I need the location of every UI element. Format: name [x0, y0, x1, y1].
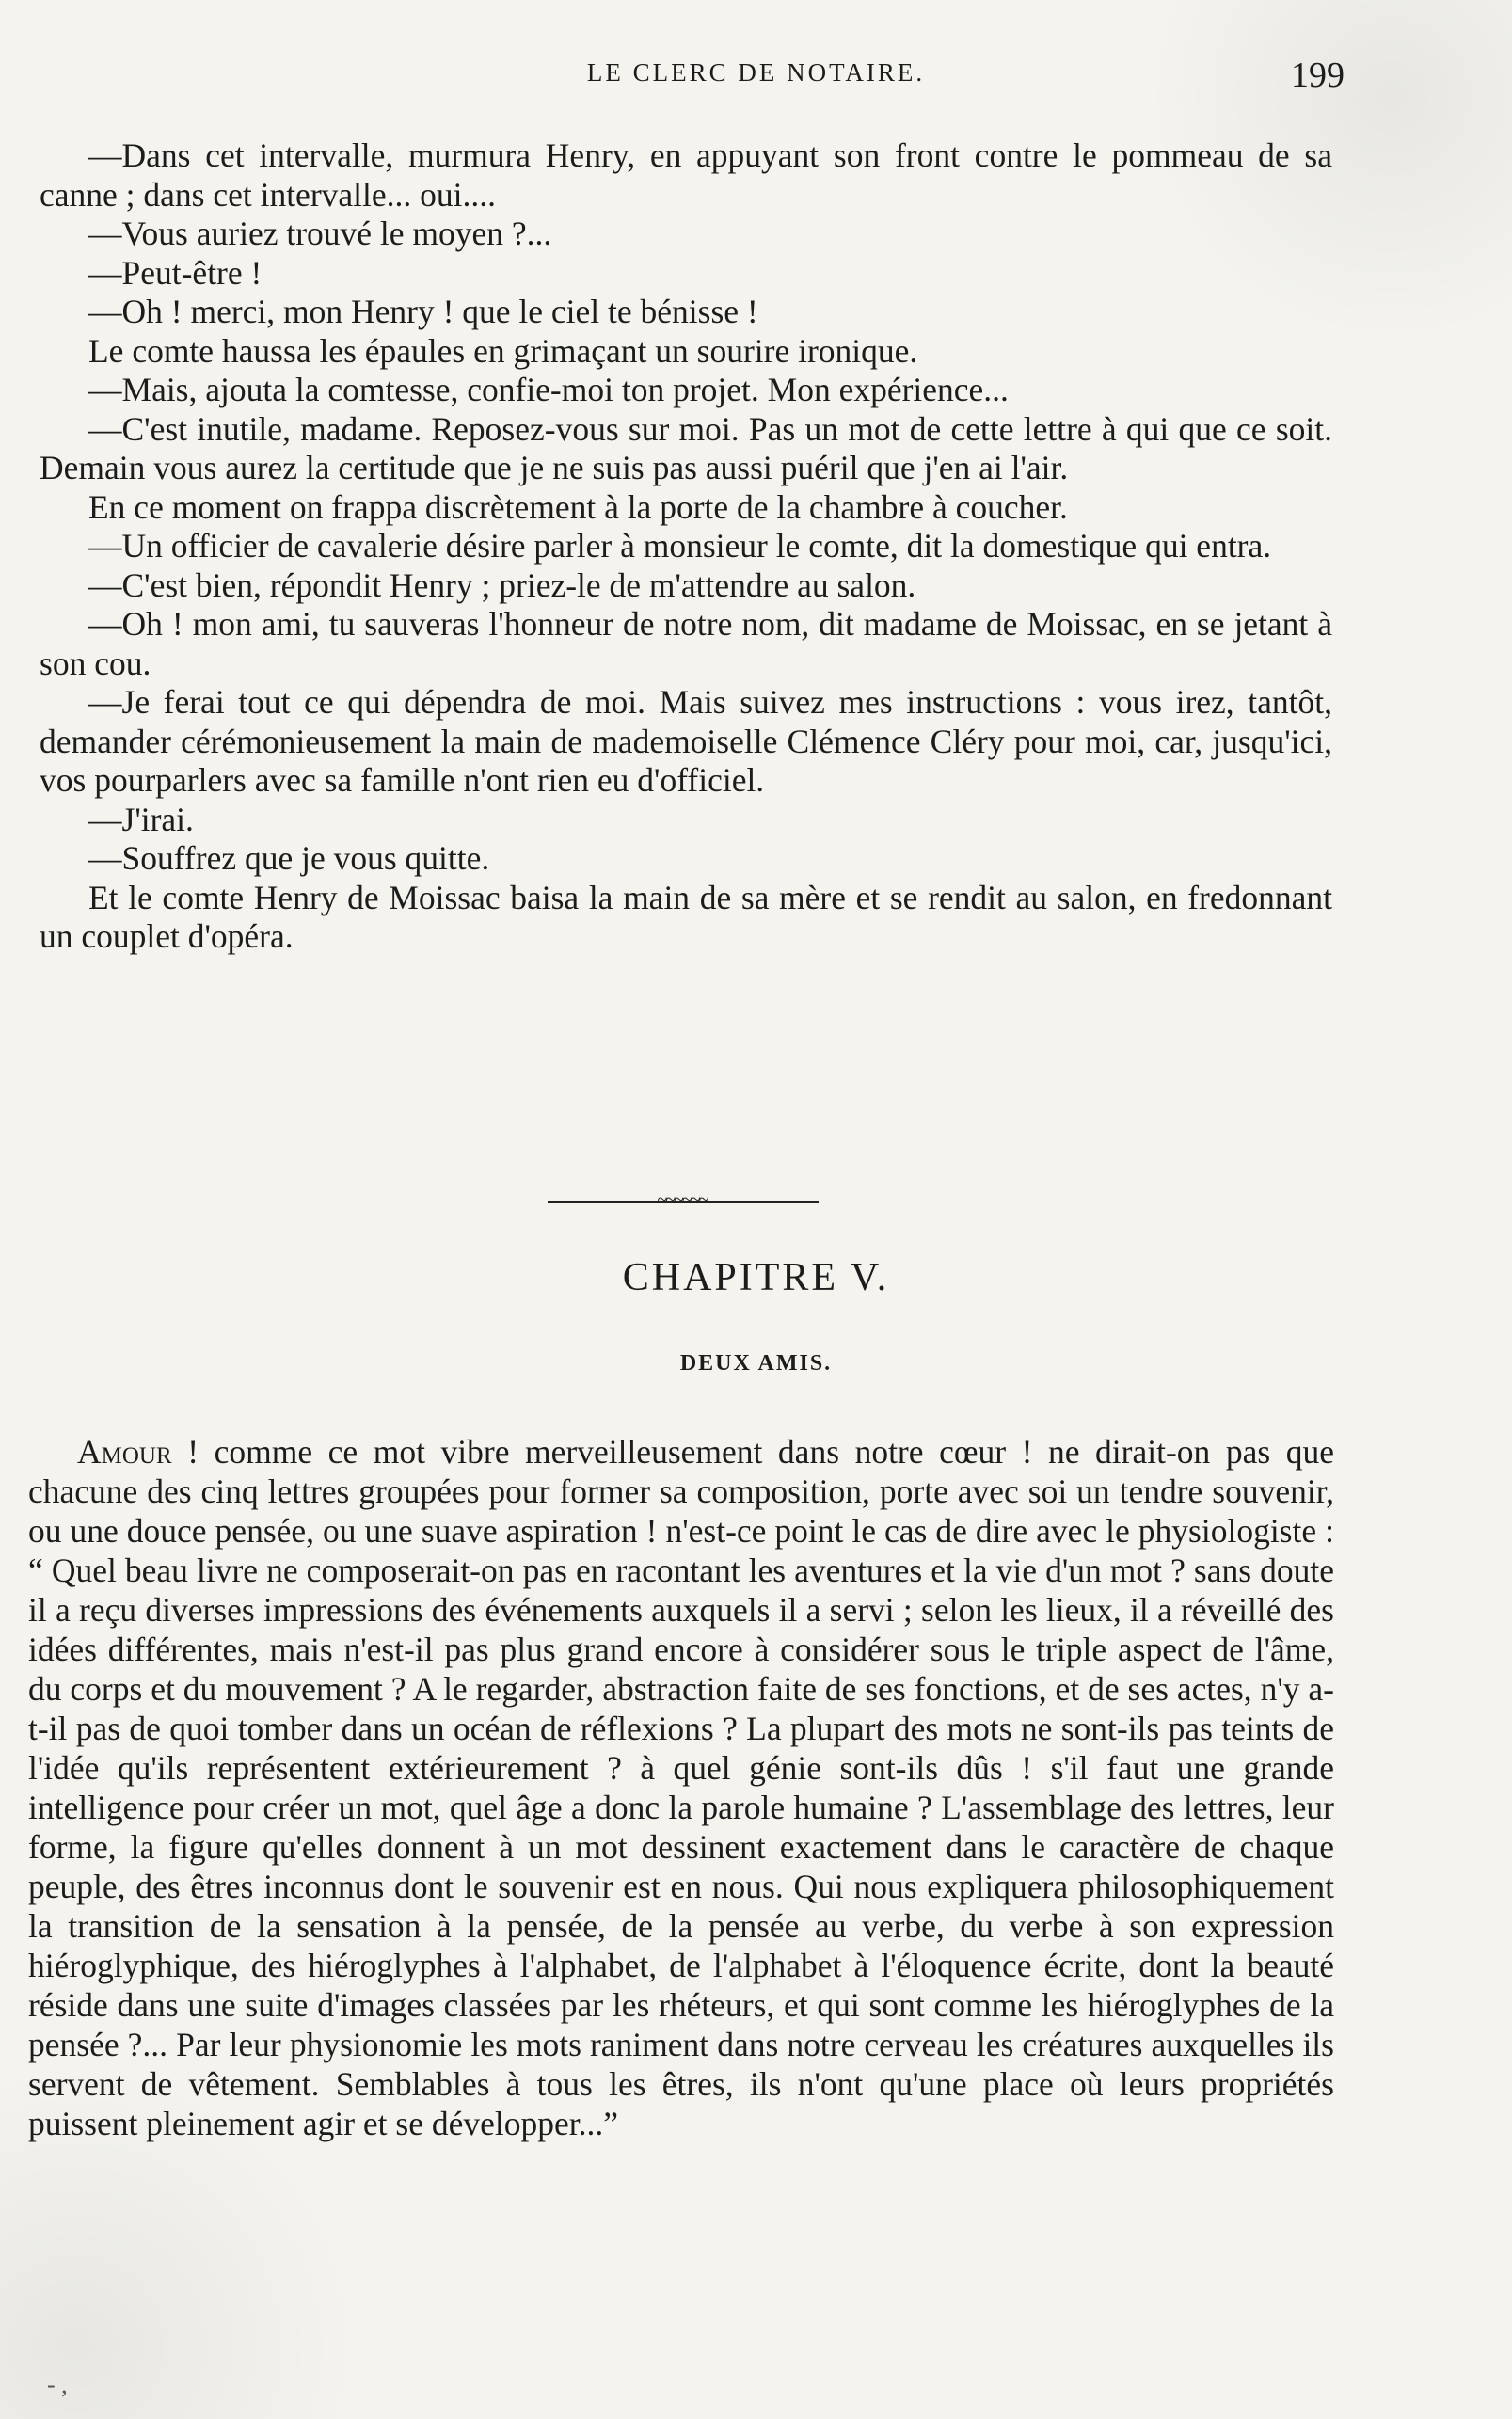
paragraph: —Un officier de cavalerie désire parler à monsieur le comte, dit la domestique qui entra.: [88, 527, 1272, 565]
opening-word: Amour: [77, 1433, 172, 1471]
paragraph: —Vous auriez trouvé le moyen ?...: [88, 215, 552, 252]
paragraph: Le comte haussa les épaules en grimaçant un sourire ironique.: [88, 331, 918, 370]
running-title: LE CLERC DE NOTAIRE.: [586, 58, 926, 87]
chapter-paragraph-text: ! comme ce mot vibre merveilleusement dans notre cœur ! ne dirait-on pas que chacune des cinq lettres groupées pour former sa composition, porte avec soi un tendre souvenir, ou une douce pensée, ou une suave aspiration ! n'est-ce point le cas de dire avec le physiologiste : “ Quel beau livre ne composerait-on pas en racontant les aventures et la vie d'un mot ? sans doute il a reçu diverses impressions des événements auxquels il a servi ; selon les lieux, il a réveillé des idées différentes, mais n'est-il pas plus grand encore à considérer sous le triple aspect de l'âme, du corps et du mouvement ? A le regarder, abstraction faite de ses fonctions, et de ses actes, n'y a-t-il pas de quoi tomber dans un océan de réflexions ? La plupart des mots ne sont-ils pas teints de l'idée qu'ils représentent extérieurement ? à quel génie sont-ils dûs ! s'il faut une grande intelligence pour créer un mot, quel âge a donc la parole humaine ? L'assemblage des lettres, leur forme, la figure qu'elles donnent à un mot dessinent exactement dans le caractère de chaque peuple, des êtres inconnus dont le souvenir est en nous. Qui nous expliquera philosophiquement la transition de la sensation à la pensée, de la pensée au verbe, du verbe à son expression hiéroglyphique, des hiéroglyphes à l'alphabet, de l'alphabet à l'éloquence écrite, dont la beauté réside dans une suite d'images classées par les rhéteurs, et qui sont comme les hiéroglyphes de la pensée ?... Par leur physionomie les mots raniment dans notre cerveau les créatures auxquelles ils servent de vêtement. Semblables à tous les êtres, ils n'ont qu'une place où leurs propriétés puissent pleinement agir et se développer...”: [28, 1433, 1334, 2142]
section-divider-ornament: ~~~~~~: [657, 1189, 708, 1210]
footer-mark: - ,: [47, 2371, 68, 2398]
paragraph: —J'irai.: [88, 800, 194, 838]
paragraph: —Oh ! mon ami, tu sauveras l'honneur de notre nom, dit madame de Moissac, en se jetant à son cou.: [40, 605, 1332, 682]
chapter-title: CHAPITRE V.: [622, 1256, 890, 1299]
paragraph: —Mais, ajouta la comtesse, confie-moi ton projet. Mon expérience...: [88, 371, 1009, 408]
paragraph: —Oh ! merci, mon Henry ! que le ciel te bénisse !: [88, 293, 758, 330]
paragraph: Et le comte Henry de Moissac baisa la main de sa mère et se rendit au salon, en fredonnant un couplet d'opéra.: [40, 878, 1332, 955]
chapter-subtitle: DEUX AMIS.: [679, 1351, 833, 1376]
paragraph: —Dans cet intervalle, murmura Henry, en appuyant son front contre le pommeau de sa canne ; dans cet intervalle... oui....: [40, 136, 1332, 214]
chapter-text-block: [28, 1432, 1334, 2143]
chapter-paragraph: [28, 1432, 1334, 2143]
running-head: [0, 55, 1512, 102]
paragraph: —Souffrez que je vous quitte.: [88, 839, 490, 877]
paragraph: En ce moment on frappa discrètement à la porte de la chambre à coucher.: [88, 487, 1068, 526]
paragraph: —C'est inutile, madame. Reposez-vous sur moi. Pas un mot de cette lettre à qui que ce soit. Demain vous aurez la certitude que je ne suis pas aussi puéril que j'en ai l'air.: [40, 409, 1332, 486]
dialogue-block: [40, 136, 1332, 957]
paragraph: —Peut-être !: [88, 253, 263, 292]
paragraph: —Je ferai tout ce qui dépendra de moi. Mais suivez mes instructions : vous irez, tantôt, demander cérémonieusement la main de mademoiselle Clémence Cléry pour moi, car, jusqu'ici, vos pourparlers avec sa famille n'ont rien eu d'officiel.: [40, 683, 1332, 799]
page-number: 199: [1291, 56, 1345, 95]
paragraph: —C'est bien, répondit Henry ; priez-le de m'attendre au salon.: [88, 565, 916, 604]
